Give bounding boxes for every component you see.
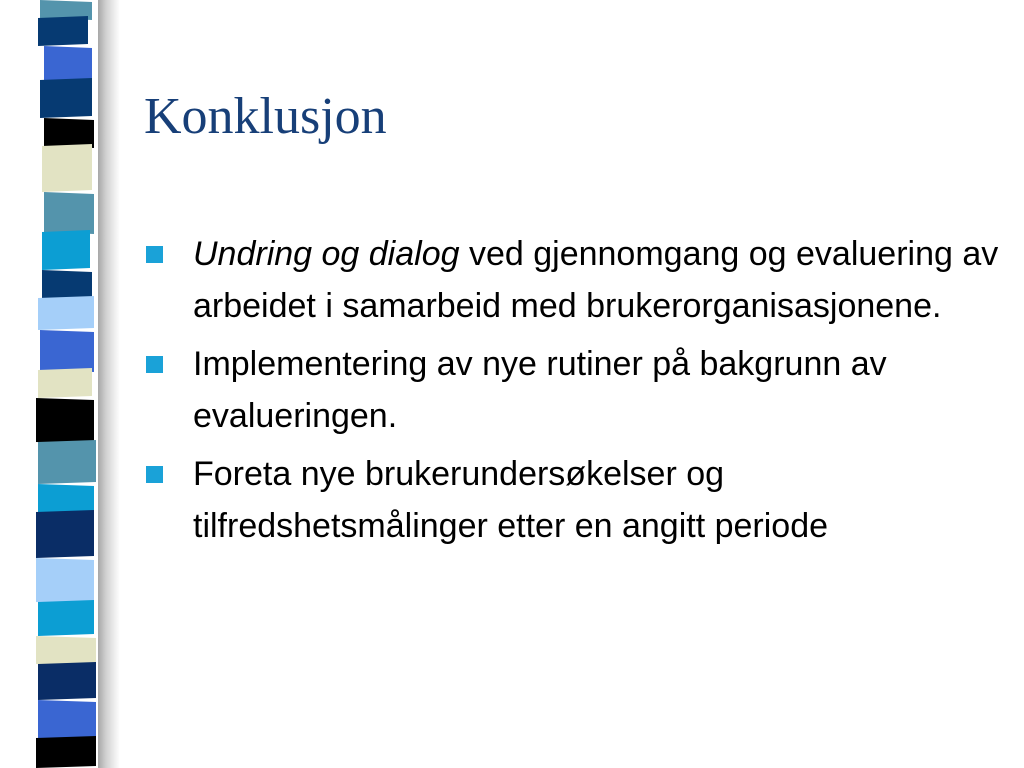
stripe-band [38, 484, 94, 514]
bullet-item [144, 228, 1004, 332]
stripe-band [36, 558, 94, 604]
stripe-band [38, 296, 94, 330]
square-bullet-icon [146, 246, 163, 263]
stripe-shadow [98, 0, 120, 768]
bullet-text: ved gjennomgang og evaluering av arbeidet i samarbeid med brukerorganisasjonene. [193, 235, 999, 325]
stripe-band [44, 46, 92, 82]
bullet-item [144, 448, 1004, 552]
stripe-band [38, 700, 96, 740]
stripe-band [36, 510, 94, 558]
stripe-band [38, 16, 88, 46]
stripe-band [38, 600, 94, 636]
stripe-band [36, 636, 96, 666]
stripe-band [42, 230, 90, 270]
square-bullet-icon [146, 466, 163, 483]
slide-title: Konklusjon [144, 88, 387, 145]
stripe-band [42, 144, 92, 192]
stripe-band [42, 270, 92, 300]
stripe-band [36, 736, 96, 768]
stripe-band [40, 78, 92, 118]
bullet-item [144, 338, 1004, 442]
square-bullet-icon [146, 356, 163, 373]
stripe-band [38, 440, 96, 484]
decorative-stripe-bar [0, 0, 100, 768]
bullet-text: Foreta nye brukerundersøkelser og tilfredshetsmålinger etter en angitt periode [193, 455, 829, 545]
stripe-band [44, 192, 94, 234]
bullet-italic-text: Undring og dialog [193, 235, 460, 273]
stripe-band [36, 398, 94, 444]
stripe-band [38, 368, 92, 398]
stripe-band [38, 662, 96, 700]
bullet-list [144, 228, 1004, 558]
stripe-band [40, 330, 94, 372]
stripe-band [44, 118, 94, 148]
bullet-text: Implementering av nye rutiner på bakgrunn av evalueringen. [193, 345, 887, 435]
